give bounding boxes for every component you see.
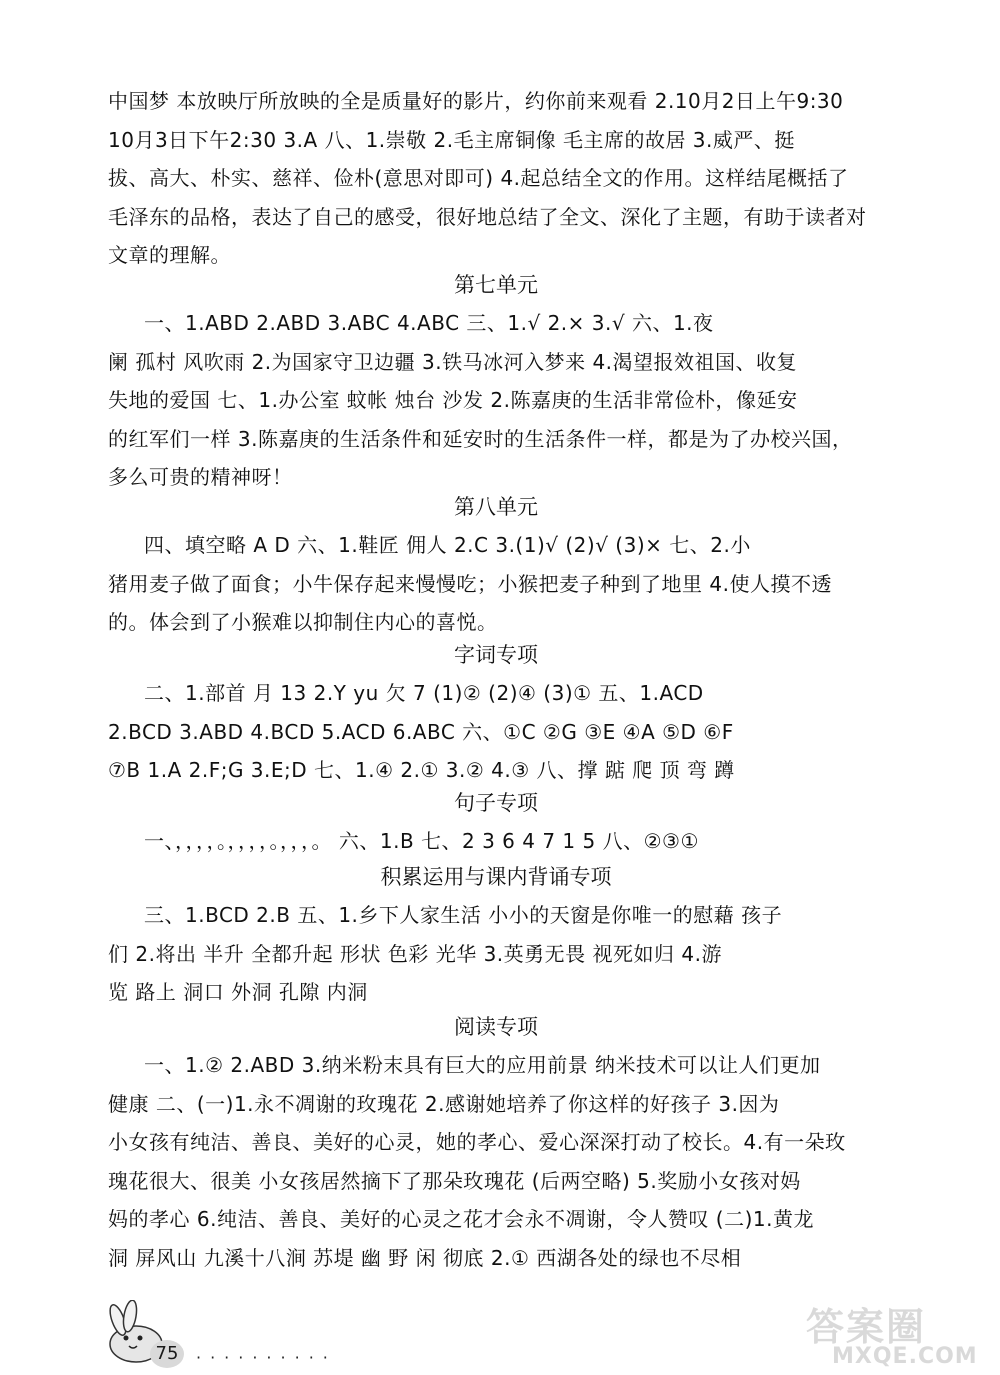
section-heading-reading: 阅读专项 xyxy=(454,1015,538,1039)
text-line: ⑦B 1.A 2.F;G 3.E;D 七、1.④ 2.① 3.② 4.③ 八、撑 踮 爬 顶 弯 蹲 xyxy=(108,758,735,782)
section-unit-8-body xyxy=(108,526,884,642)
section-heading-sentences: 句子专项 xyxy=(454,791,538,815)
watermark-logo xyxy=(806,1296,992,1372)
section-sentences-body xyxy=(108,822,884,861)
text-line: 一、1.② 2.ABD 3.纳米粉末具有巨大的应用前景 纳米技术可以让人们更加 xyxy=(144,1053,821,1077)
section-accumulation-body xyxy=(108,896,884,1012)
text-line: 2.BCD 3.ABD 4.BCD 5.ACD 6.ABC 六、①C ②G ③E ④A ⑤D ⑥F xyxy=(108,719,734,744)
section-heading-accumulation: 积累运用与课内背诵专项 xyxy=(380,865,612,889)
text-line: 10月3日下午2:30 3.A 八、1.崇敬 2.毛主席铜像 毛主席的故居 3.威严、挺 xyxy=(108,127,795,152)
section-heading-words: 字词专项 xyxy=(454,643,538,667)
section-unit-7-body xyxy=(108,304,884,497)
text-line: 的。体会到了小猴难以抑制住内心的喜悦。 xyxy=(108,610,498,634)
text-line: 一、，，，，。，，，，。，，，。 六、1.B 七、2 3 6 4 7 1 5 八、②③① xyxy=(144,829,699,853)
text-line: 二、1.部首 月 13 2.Y yu 欠 7 (1)② (2)④ (3)① 五、1.ACD xyxy=(144,681,704,705)
text-line: 览 路上 洞口 外洞 孔隙 内洞 xyxy=(108,980,368,1004)
text-line: 小女孩有纯洁、善良、美好的心灵，她的孝心、爱心深深打动了校长。4.有一朵玫 xyxy=(108,1130,846,1154)
text-line: 失地的爱国 七、1.办公室 蚊帐 烛台 沙发 2.陈嘉庚的生活非常俭朴，像延安 xyxy=(108,388,798,412)
page-number: 75 xyxy=(150,1340,184,1368)
section-heading-unit-8: 第八单元 xyxy=(454,495,538,519)
text-line: 中国梦 本放映厅所放映的全是质量好的影片，约你前来观看 2.10月2日上午9:30 xyxy=(108,89,844,113)
text-line: 拔、高大、朴实、慈祥、俭朴(意思对即可) 4.起总结全文的作用。这样结尾概括了 xyxy=(108,166,849,190)
text-line: 瑰花很大、很美 小女孩居然摘下了那朵玫瑰花 (后两空略) 5.奖励小女孩对妈 xyxy=(108,1168,801,1193)
text-line: 文章的理解。 xyxy=(108,243,231,267)
footer-dots: ·········· xyxy=(196,1348,337,1367)
intro-paragraph xyxy=(108,82,884,275)
text-line: 健康 二、(一)1.永不凋谢的玫瑰花 2.感谢她培养了你这样的好孩子 3.因为 xyxy=(108,1091,780,1116)
text-line: 一、1.ABD 2.ABD 3.ABC 4.ABC 三、1.√ 2.× 3.√ 六、1.夜 xyxy=(144,311,714,335)
text-line: 洞 屏风山 九溪十八涧 苏堤 幽 野 闲 彻底 2.① 西湖各处的绿也不尽相 xyxy=(108,1245,742,1270)
text-line: 多么可贵的精神呀！ xyxy=(108,465,293,489)
text-line: 阑 孤村 风吹雨 2.为国家守卫边疆 3.铁马冰河入梦来 4.渴望报效祖国、收复 xyxy=(108,349,798,374)
watermark-url: MXQE.COM xyxy=(832,1344,978,1369)
text-line: 三、1.BCD 2.B 五、1.乡下人家生活 小小的天窗是你唯一的慰藉 孩子 xyxy=(144,903,783,927)
text-line: 妈的孝心 6.纯洁、善良、美好的心灵之花才会永不凋谢，令人赞叹 (二)1.黄龙 xyxy=(108,1207,814,1231)
section-heading-unit-7: 第七单元 xyxy=(454,273,538,297)
text-line: 猪用麦子做了面食；小牛保存起来慢慢吃；小猴把麦子种到了地里 4.使人摸不透 xyxy=(108,571,832,596)
section-words-body xyxy=(108,674,884,790)
text-line: 四、填空略 A D 六、1.鞋匠 佣人 2.C 3.(1)√ (2)√ (3)× 七、2.小 xyxy=(144,533,751,557)
text-line: 的红军们一样 3.陈嘉庚的生活条件和延安时的生活条件一样，都是为了办校兴国， xyxy=(108,426,853,451)
watermark-glyphs: 答案圈 xyxy=(806,1305,927,1349)
section-reading-body xyxy=(108,1046,884,1277)
text-line: 们 2.将出 半升 全都升起 形状 色彩 光华 3.英勇无畏 视死如归 4.游 xyxy=(108,941,722,966)
text-line: 毛泽东的品格，表达了自己的感受，很好地总结了全文、深化了主题，有助于读者对 xyxy=(108,204,867,229)
